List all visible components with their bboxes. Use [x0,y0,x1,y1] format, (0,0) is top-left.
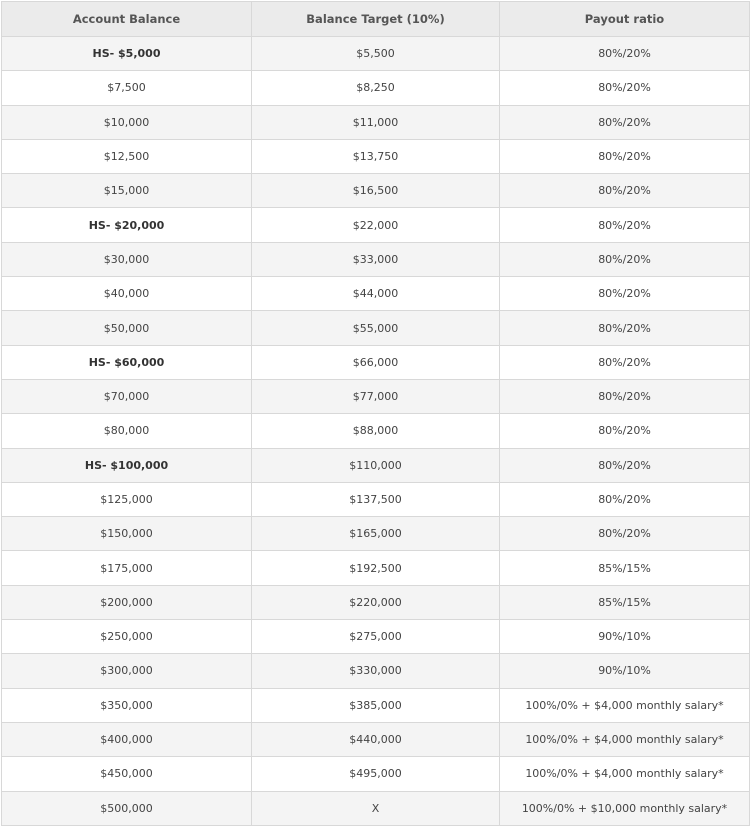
payout-ratio-cell: 80%/20% [500,208,750,242]
table-row [2,517,750,551]
account-balance-cell: $12,500 [2,139,252,173]
payout-ratio-cell: 85%/15% [500,551,750,585]
payout-ratio-cell: 80%/20% [500,414,750,448]
table-row [2,620,750,654]
payout-ratio-cell: 100%/0% + $10,000 monthly salary* [500,791,750,825]
table-row [2,208,750,242]
account-balance-cell: HS- $100,000 [2,448,252,482]
balance-target-cell: $165,000 [252,517,500,551]
payout-ratio-cell: 80%/20% [500,174,750,208]
table-row [2,722,750,756]
table-row [2,688,750,722]
account-balance-cell: $400,000 [2,722,252,756]
account-balance-cell: $250,000 [2,620,252,654]
table-row [2,791,750,825]
table-row [2,277,750,311]
account-balance-cell: $150,000 [2,517,252,551]
account-balance-cell: $70,000 [2,379,252,413]
payout-ratio-cell: 80%/20% [500,379,750,413]
header-row [2,2,750,37]
balance-target-cell: $440,000 [252,722,500,756]
balance-target-cell: $192,500 [252,551,500,585]
balance-target-cell: $44,000 [252,277,500,311]
account-balance-cell: $80,000 [2,414,252,448]
balance-target-cell: $33,000 [252,242,500,276]
payout-ratio-cell: 90%/10% [500,654,750,688]
balance-target-cell: $137,500 [252,482,500,516]
account-balance-cell: HS- $20,000 [2,208,252,242]
header-balance-target: Balance Target (10%) [252,2,500,37]
table-row [2,585,750,619]
table-row [2,654,750,688]
payout-ratio-cell: 100%/0% + $4,000 monthly salary* [500,757,750,791]
payout-ratio-cell: 85%/15% [500,585,750,619]
header-payout-ratio: Payout ratio [500,2,750,37]
balance-target-cell: $88,000 [252,414,500,448]
account-balance-cell: $500,000 [2,791,252,825]
table-row [2,414,750,448]
account-balance-cell: $30,000 [2,242,252,276]
account-balance-cell: $125,000 [2,482,252,516]
balance-target-cell: X [252,791,500,825]
payout-ratio-cell: 80%/20% [500,71,750,105]
payout-ratio-cell: 80%/20% [500,448,750,482]
balance-target-cell: $110,000 [252,448,500,482]
account-balance-cell: $50,000 [2,311,252,345]
table-row [2,174,750,208]
account-balance-cell: $300,000 [2,654,252,688]
balance-target-cell: $275,000 [252,620,500,654]
table-header [2,2,750,37]
balance-target-cell: $22,000 [252,208,500,242]
balance-target-cell: $13,750 [252,139,500,173]
table-row [2,448,750,482]
account-balance-cell: $175,000 [2,551,252,585]
balance-target-cell: $55,000 [252,311,500,345]
balance-target-cell: $66,000 [252,345,500,379]
payout-ratio-cell: 80%/20% [500,139,750,173]
table-row [2,379,750,413]
balance-target-cell: $16,500 [252,174,500,208]
table-row [2,551,750,585]
account-balance-cell: $350,000 [2,688,252,722]
account-balance-cell: HS- $60,000 [2,345,252,379]
balance-target-cell: $8,250 [252,71,500,105]
payout-ratio-cell: 90%/10% [500,620,750,654]
table-row [2,482,750,516]
account-balance-cell: HS- $5,000 [2,37,252,71]
balance-target-cell: $330,000 [252,654,500,688]
payout-ratio-cell: 100%/0% + $4,000 monthly salary* [500,688,750,722]
table-row [2,139,750,173]
payout-ratio-cell: 80%/20% [500,517,750,551]
payout-ratio-cell: 100%/0% + $4,000 monthly salary* [500,722,750,756]
balance-target-cell: $5,500 [252,37,500,71]
account-balance-cell: $450,000 [2,757,252,791]
payout-ratio-cell: 80%/20% [500,242,750,276]
payout-table [1,1,750,826]
payout-ratio-cell: 80%/20% [500,311,750,345]
payout-ratio-cell: 80%/20% [500,37,750,71]
payout-ratio-cell: 80%/20% [500,105,750,139]
payout-ratio-cell: 80%/20% [500,482,750,516]
account-balance-cell: $7,500 [2,71,252,105]
table-row [2,37,750,71]
table-row [2,242,750,276]
balance-target-cell: $385,000 [252,688,500,722]
account-balance-cell: $40,000 [2,277,252,311]
balance-target-cell: $11,000 [252,105,500,139]
table-row [2,757,750,791]
account-balance-cell: $200,000 [2,585,252,619]
table-row [2,311,750,345]
account-balance-cell: $15,000 [2,174,252,208]
table-row [2,71,750,105]
balance-target-cell: $77,000 [252,379,500,413]
header-account-balance: Account Balance [2,2,252,37]
balance-target-cell: $495,000 [252,757,500,791]
table-row [2,345,750,379]
payout-ratio-cell: 80%/20% [500,277,750,311]
table-row [2,105,750,139]
payout-ratio-cell: 80%/20% [500,345,750,379]
account-balance-cell: $10,000 [2,105,252,139]
balance-target-cell: $220,000 [252,585,500,619]
table-body [2,37,750,826]
